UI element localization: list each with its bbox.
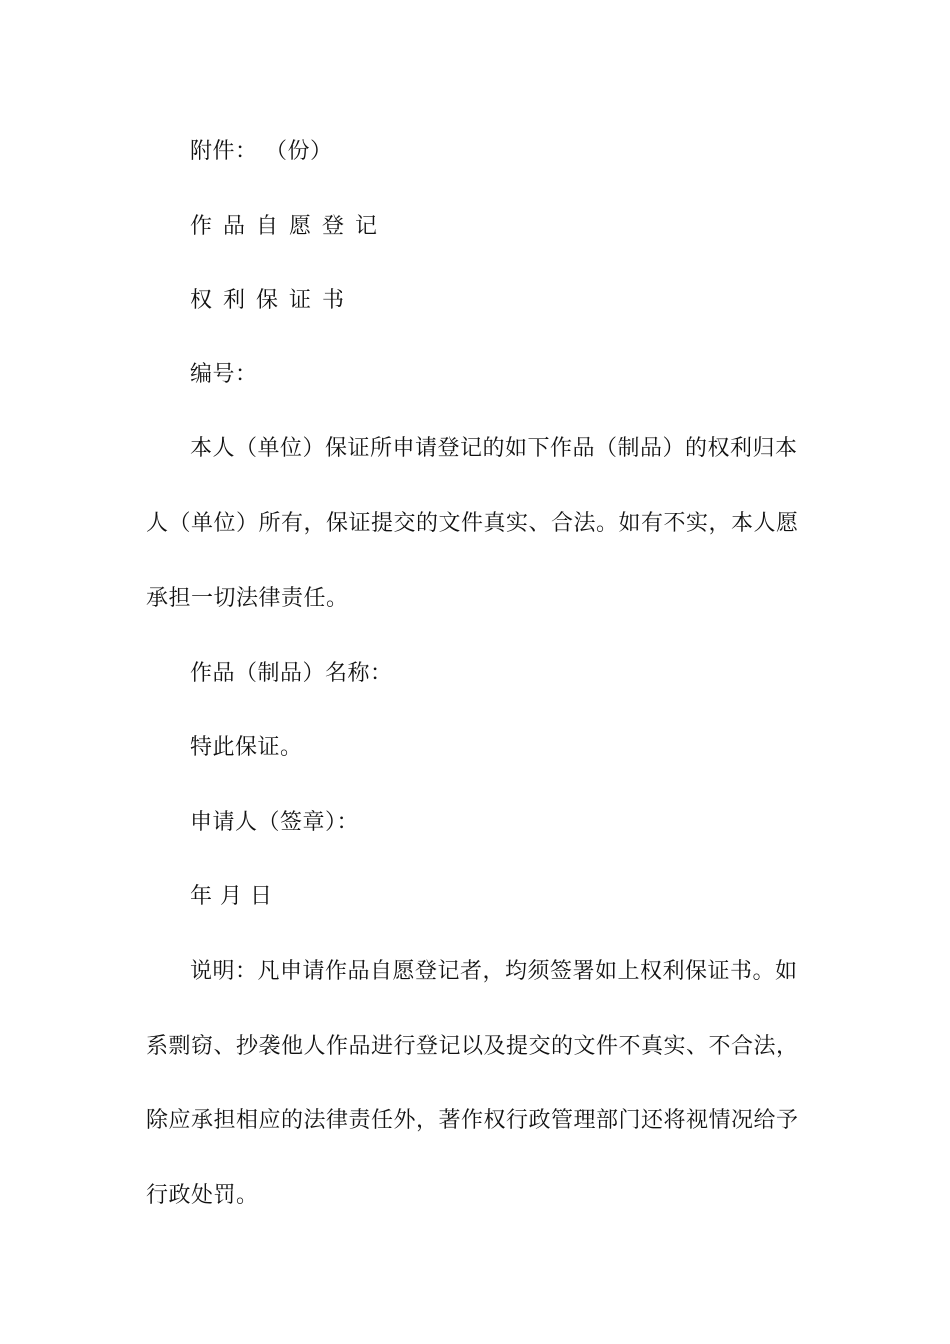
- declaration-line-1: 本人（单位）保证所申请登记的如下作品（制品）的权利归本: [190, 436, 798, 461]
- guarantee-statement: 特此保证。: [190, 735, 303, 760]
- number-label: 编号：: [190, 362, 258, 387]
- note-line-2: 系剽窃、抄袭他人作品进行登记以及提交的文件不真实、不合法，: [146, 1034, 799, 1059]
- declaration-line-3: 承担一切法律责任。: [146, 586, 349, 611]
- title-line-1: 作品自愿登记: [190, 214, 389, 239]
- attachment-line: 附件： （份）: [190, 139, 333, 164]
- date-label: 年 月 日: [190, 884, 273, 909]
- declaration-line-2: 人（单位）所有，保证提交的文件真实、合法。如有不实，本人愿: [146, 511, 799, 536]
- note-line-3: 除应承担相应的法律责任外，著作权行政管理部门还将视情况给予: [146, 1108, 799, 1133]
- work-name-label: 作品（制品）名称：: [190, 661, 393, 686]
- note-line-1: 说明：凡申请作品自愿登记者，均须签署如上权利保证书。如: [190, 959, 798, 984]
- title-line-2: 权利保证书: [190, 288, 356, 313]
- note-line-4: 行政处罚。: [146, 1183, 259, 1208]
- applicant-signature-label: 申请人（签章）：: [190, 810, 360, 835]
